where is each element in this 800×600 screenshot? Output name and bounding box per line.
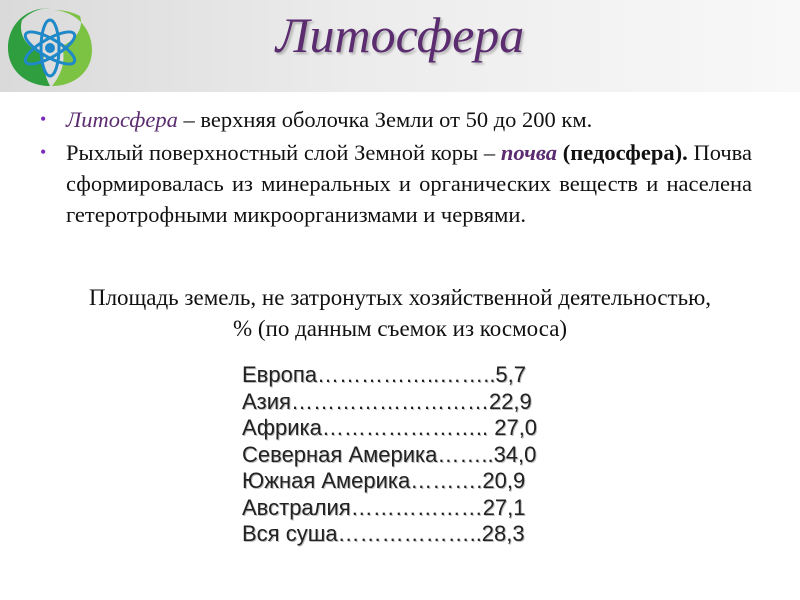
bullet-text: – верхняя оболочка Земли от 50 до 200 км. [177,107,593,132]
data-row-asia: Азия………………………22,9 [242,388,532,414]
data-row-australia: Австралия………………27,1 [242,494,526,520]
term-pedosphere: (педосфера). [562,140,688,165]
data-row-europe: Европа……………..……..5,7 [242,362,527,387]
data-row-south-america: Южная Америка……….20,9 [242,468,526,493]
bullet-dot-icon: • [40,142,47,162]
data-row-north-america: Северная Америка……..34,0 [242,441,537,467]
data-row-all-land: Вся суша………………..28,3 [242,521,525,546]
page-title: Литосфера [275,7,525,63]
term-lithosphere: Литосфера [66,107,178,132]
bullet-dot-icon: • [40,109,47,129]
bullet-item [40,137,752,230]
data-row-africa: Африка………………….. 27,0 [242,415,538,440]
table-caption: Площадь земель, не затронутых хозяйственной деятельностью, % (по данным съемок из космоса) [88,285,712,341]
term-soil: почва [500,140,558,165]
land-data-list [242,362,537,548]
bullet-item [40,104,752,135]
bullet-text-before: Рыхлый поверхностный слой Земной коры – [66,140,501,165]
bullet-list [40,104,752,232]
bullet-text-after: Почва сформировалась из минеральных и органических веществ и населена гетеротрофными микроорганизмами и червями. [66,140,752,227]
